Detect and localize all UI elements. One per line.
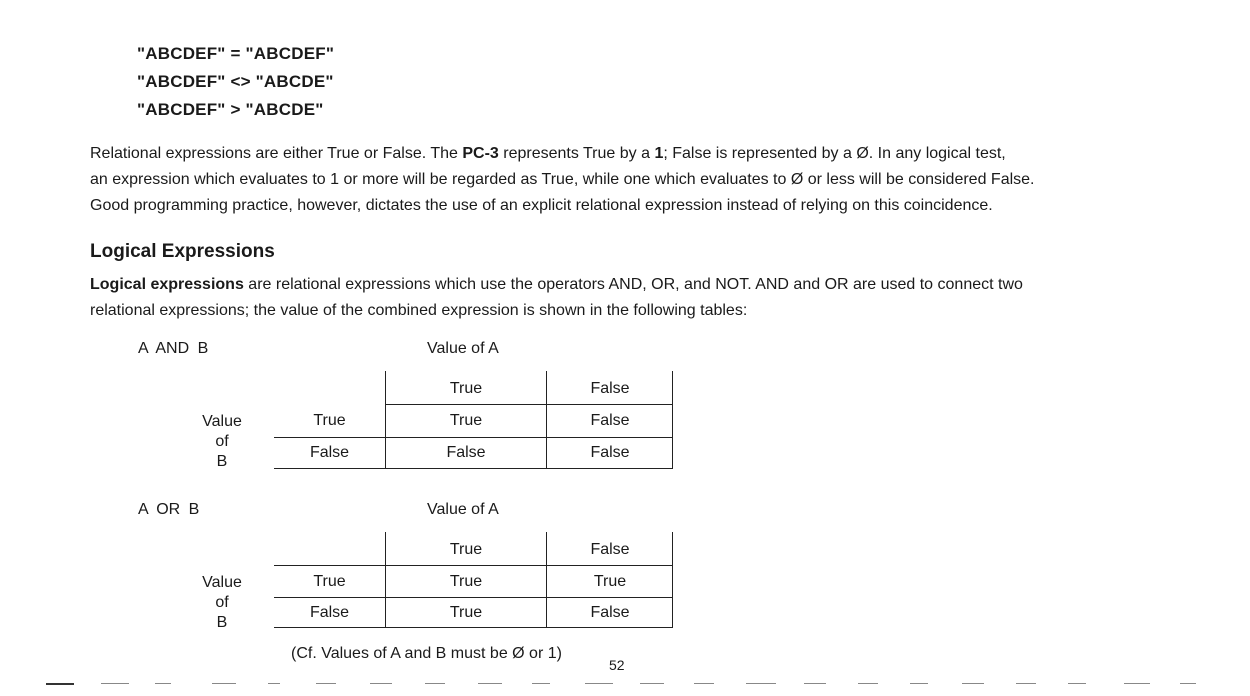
table-divider [274,468,673,469]
row-header-word: of [215,594,229,611]
scan-dash [1016,683,1036,684]
scan-dash [212,683,236,684]
row-label: False [309,604,350,621]
table-cell: True [449,604,483,621]
row-label: True [313,573,346,590]
column-header: Value of A [427,501,499,518]
row-header [198,573,246,633]
text-fragment: ; False is represented by a Ø. In any logical test, [663,145,1006,162]
scan-dash [1068,683,1086,684]
table-title: A AND B [138,340,209,357]
paragraph-line: an expression which evaluates to 1 or more will be regarded as True, while one which evaluates to Ø or less will be considered False. [90,171,1035,188]
paragraph-line: Good programming practice, however, dictates the use of an explicit relational expression instead of relying on this coincidence. [90,197,993,214]
table-cell: False [590,412,630,429]
table-cell: True [449,573,483,590]
table-divider [385,404,673,405]
text-fragment: represents True by a [498,145,655,162]
scan-dash [316,683,336,684]
scan-dash [370,683,392,684]
scan-dash [910,683,928,684]
scan-dash [532,683,550,684]
table-divider [274,627,673,628]
scan-dash [478,683,502,684]
scan-dash [694,683,714,684]
scan-dash [962,683,984,684]
bold-term: 1 [654,145,664,162]
scan-dash [1180,683,1196,684]
text-fragment: Relational expressions are either True or False. The [90,145,463,162]
scan-dash [155,683,171,684]
table-divider [274,597,673,598]
scan-dash [585,683,613,684]
column-label: True [449,541,483,558]
paragraph-line [90,272,1150,298]
table-cell: True [449,412,483,429]
scan-dash [268,683,280,684]
page-number: 52 [609,657,625,673]
scan-dash [101,683,129,684]
row-header-word: Value [202,574,242,591]
row-label: False [309,444,350,461]
table-cell: False [590,604,630,621]
code-line-greater: "ABCDEF" > "ABCDE" [137,100,324,119]
column-header: Value of A [427,340,499,357]
scan-dash [46,683,74,685]
column-label: False [590,380,630,397]
paragraph-line [90,141,1150,167]
table-divider [274,565,673,566]
row-header-word: B [216,614,228,631]
row-header-word: Value [202,413,242,430]
section-heading: Logical Expressions [90,241,275,262]
table-divider [274,437,673,438]
table-cell: True [593,573,627,590]
scan-dash [425,683,445,684]
code-line-equal: "ABCDEF" = "ABCDEF" [137,44,335,63]
bold-term: Logical expressions [90,276,244,293]
scan-dash [858,683,878,684]
text-fragment: are relational expressions which use the operators AND, OR, and NOT. AND and OR are used to connect two [243,276,1023,293]
logical-paragraph [90,272,1150,324]
paragraph-line: relational expressions; the value of the combined expression is shown in the following tables: [90,302,748,319]
footnote: (Cf. Values of A and B must be Ø or 1) [291,645,562,662]
table-title: A OR B [138,501,200,518]
column-label: False [590,541,630,558]
relational-paragraph [90,141,1150,219]
column-label: True [449,380,483,397]
table-cell: False [590,444,630,461]
row-header-word: of [215,433,229,450]
scan-dash [804,683,826,684]
scan-dash [1124,683,1150,684]
scan-dash [640,683,664,684]
scan-dash [746,683,776,684]
row-label: True [313,412,346,429]
row-header [198,412,246,472]
row-header-word: B [216,453,228,470]
table-cell: False [446,444,486,461]
bold-term: PC-3 [462,145,499,162]
code-line-not-equal: "ABCDEF" <> "ABCDE" [137,72,334,91]
